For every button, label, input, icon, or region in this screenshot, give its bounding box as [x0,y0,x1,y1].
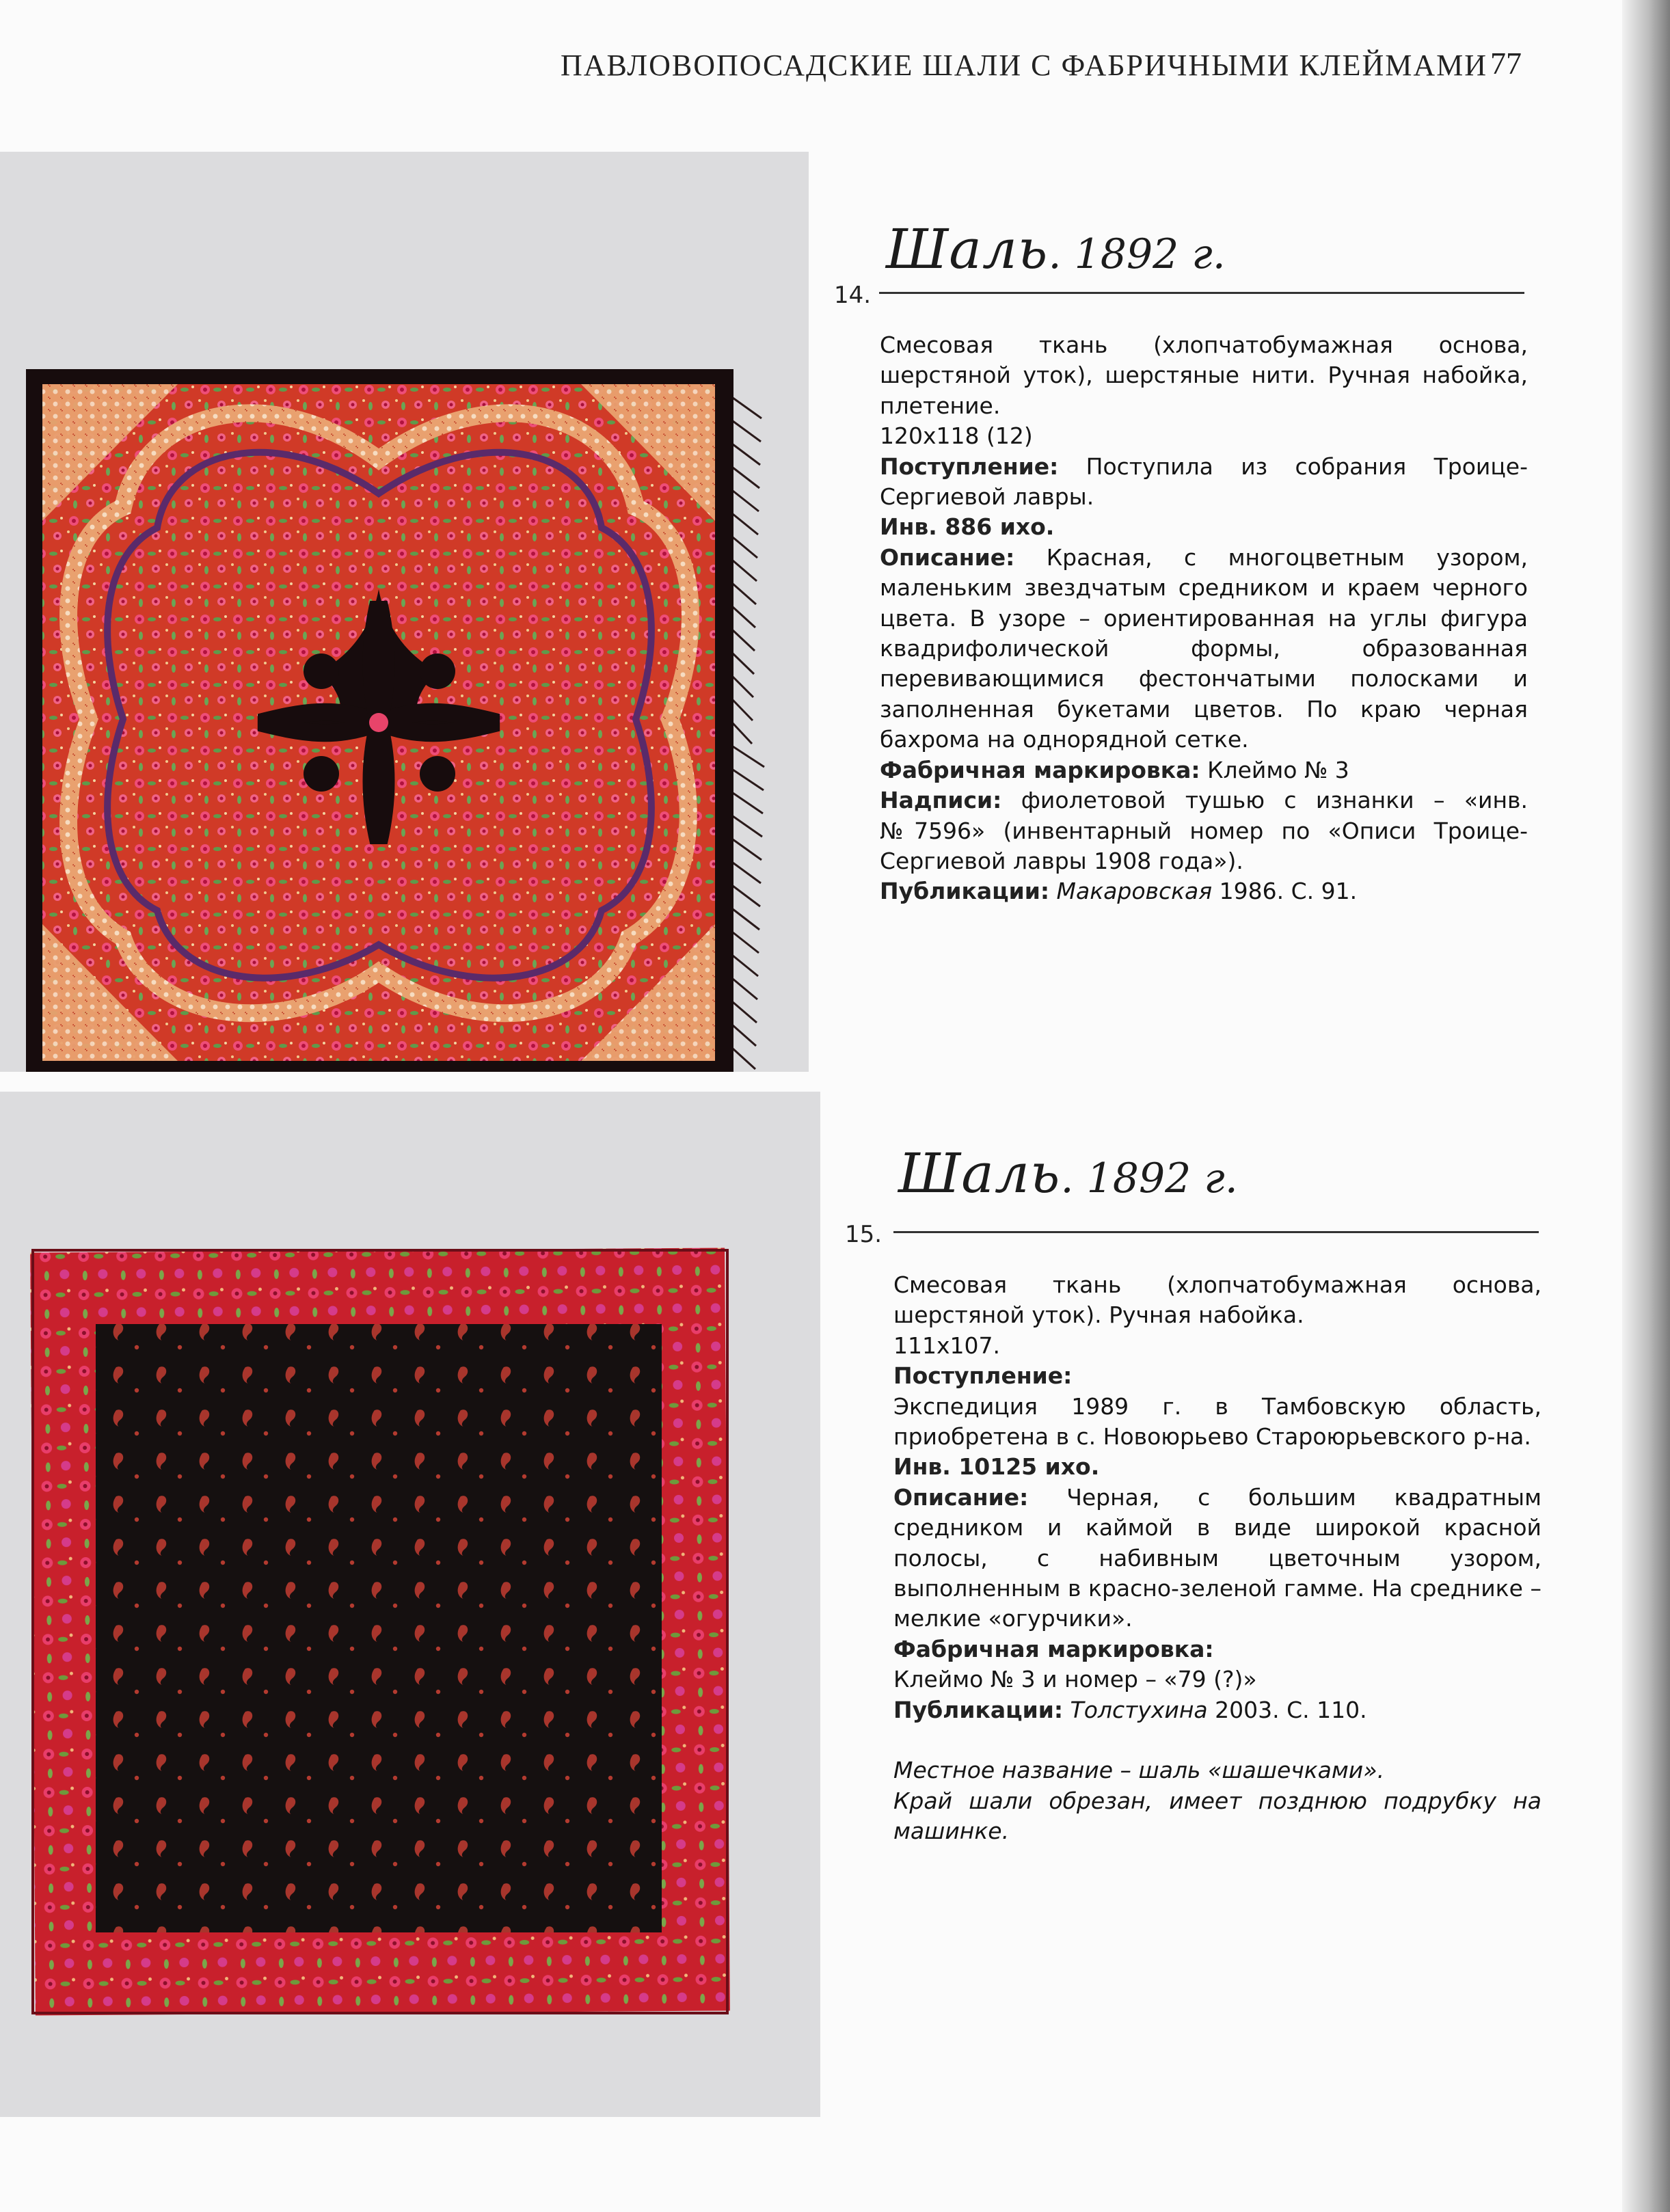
entry-14-material: Смесовая ткань (хлопчатобумажная основа, шерстяной уток), шерстяные нити. Ручная набойка, плетение. [880,332,1528,419]
entry-14-marking-value: Клеймо № 3 [1207,756,1349,783]
entry-15-rule [893,1231,1539,1233]
entry-15-number: 15. [845,1221,883,1248]
entry-15-publications-ref: 2003. С. 110. [1215,1696,1367,1723]
page-number: 77 [1490,46,1522,81]
entry-15-acquisition-label-line [893,1361,1541,1391]
entry-15-title-word: Шаль [898,1142,1061,1205]
entry-14-acquisition [880,452,1528,513]
entry-14-description [880,543,1528,755]
entry-14-rule [879,292,1524,294]
shawl-14-photo-panel [0,152,809,1072]
entry-15-acquisition-label: Поступление: [893,1362,1073,1390]
shawl-14-photo [0,152,809,1072]
entry-15-publications-label: Публикации: [893,1696,1064,1723]
entry-14-publications-author: Макаровская [1056,878,1213,905]
entry-14-text [880,330,1528,907]
entry-14-inventory [880,512,1528,542]
entry-15-acquisition: Экспедиция 1989 г. в Тамбовскую область, приобретена в с. Новоюрьево Староюрьевского р-на. [893,1392,1541,1451]
entry-14-title [886,217,1226,281]
entry-15-title-year: . 1892 г. [1060,1155,1238,1202]
entry-14-publications [880,876,1528,906]
entry-14-publications-label: Публикации: [880,878,1050,905]
entry-14-marking-label: Фабричная маркировка: [880,756,1200,783]
entry-14-description-value: Красная, с многоцветным узором, маленьким звездчатым средником и краем черного цвета. В узоре – ориентированная на углы фигура квадрифолической формы, образованная перевивающимися фестончатыми полосками и заполненная букетами цветов. По краю черная бахрома на однорядной сетке. [880,543,1528,753]
entry-15-note-1: Местное название – шаль «шашечками». [893,1757,1385,1784]
book-spine-shadow [1622,0,1670,2212]
entry-15-marking-label-line [893,1634,1541,1664]
entry-14-size: 120х118 (12) [880,422,1033,450]
shawl-15-photo [0,1092,820,2117]
running-title: ПАВЛОВОПОСАДСКИЕ ШАЛИ С ФАБРИЧНЫМИ КЛЕЙМАМИ [561,49,1488,82]
entry-14-inscriptions-value: фиолетовой тушью с изнанки – «инв. №7596» (инвентарный номер по «Описи Троице-Сергиевой лавры 1908 года»). [880,787,1528,874]
entry-14-acquisition-value: Поступила из собрания Троице-Сергиевой лавры. [880,453,1528,511]
entry-15-publications [893,1695,1541,1725]
entry-15-marking-label: Фабричная маркировка: [893,1635,1214,1662]
entry-15-note-2: Край шали обрезан, имеет позднюю подрубку на машинке. [893,1787,1541,1844]
shawl-15-photo-panel [0,1092,820,2117]
entry-14-title-word: Шаль [886,217,1049,281]
entry-15-inventory [893,1452,1541,1482]
entry-15-inventory-value: Инв. 10125 ихо. [893,1453,1100,1481]
entry-14-marking [880,755,1528,785]
entry-15-material: Смесовая ткань (хлопчатобумажная основа, шерстяной уток). Ручная набойка. [893,1271,1541,1329]
entry-15-description [893,1483,1541,1634]
entry-15-publications-author: Толстухина [1070,1696,1208,1723]
entry-15-marking: Клеймо № 3 и номер – «79 (?)» [893,1666,1257,1693]
entry-14-acquisition-label: Поступление: [880,453,1059,480]
entry-15-size: 111х107. [893,1332,1000,1359]
entry-14-description-label: Описание: [880,543,1015,571]
entry-15-text [893,1270,1541,1846]
entry-15-description-label: Описание: [893,1483,1029,1511]
entry-14-inscriptions-label: Надписи: [880,787,1002,814]
entry-15-description-value: Черная, с большим квадратным средником и каймой в виде широкой красной полосы, с набивным цветочным узором, выполненным в красно-зеленой гамме. На среднике – мелкие «огурчики». [893,1483,1541,1632]
entry-14-publications-ref: 1986. С. 91. [1219,878,1358,905]
entry-14-inventory-value: Инв. 886 ихо. [880,513,1055,541]
entry-14-inscriptions [880,785,1528,876]
entry-15-title [898,1142,1238,1205]
entry-14-title-year: . 1892 г. [1048,230,1226,278]
entry-14-number: 14. [834,282,872,309]
